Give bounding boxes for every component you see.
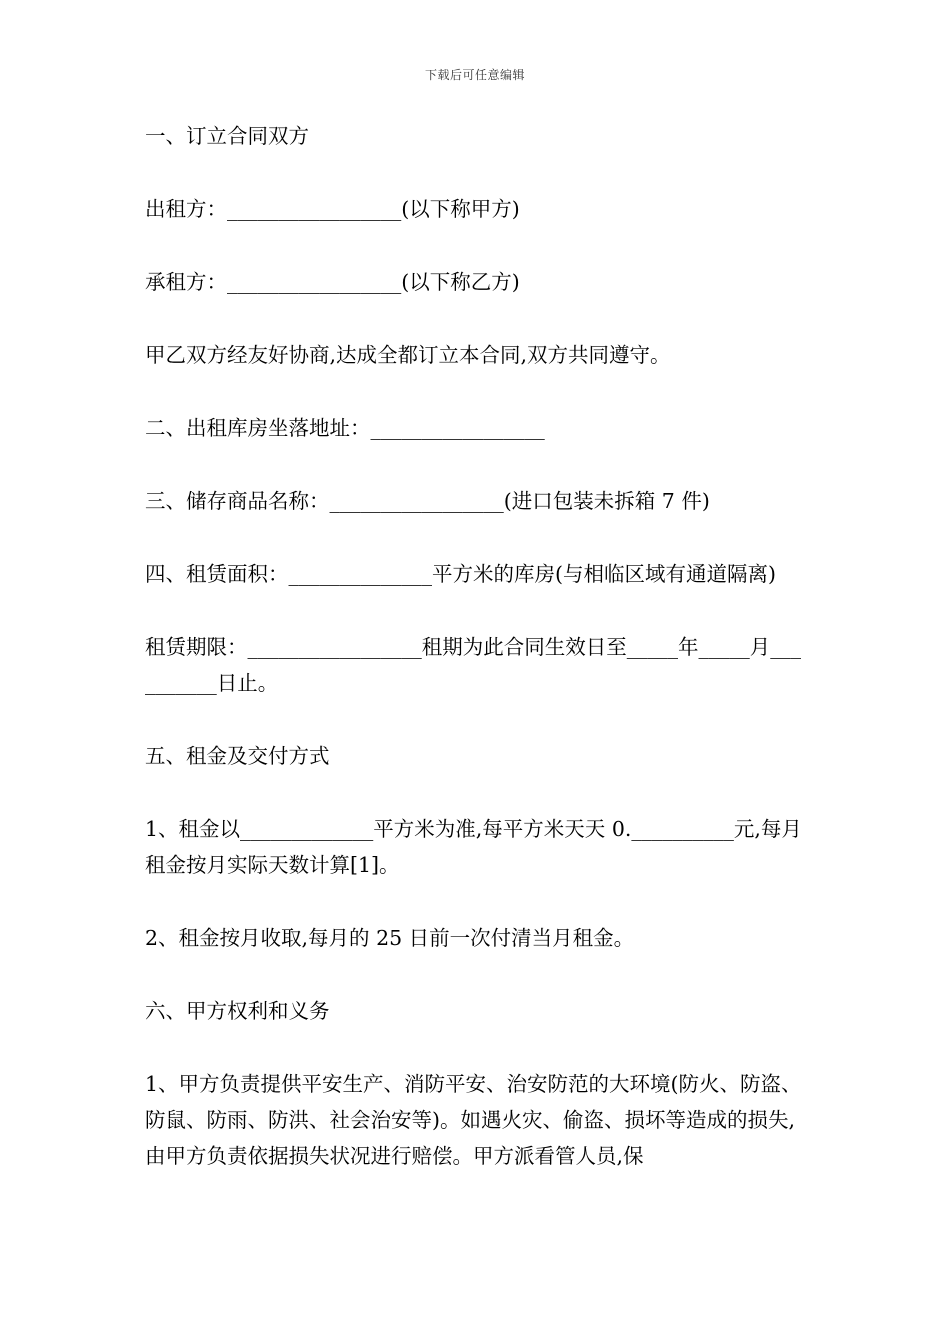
- section-heading-goods: 三、储存商品名称：_________________(进口包装未拆箱 7 件): [145, 489, 710, 513]
- section-heading-lessor-rights: 六、甲方权利和义务: [145, 999, 330, 1023]
- agreement-statement: 甲乙双方经友好协商,达成全都订立本合同,双方共同遵守。: [145, 343, 671, 367]
- lease-term: 租赁期限：_________________租期为此合同生效日至_____年_____月__________日止。: [145, 635, 801, 695]
- section-heading-address: 二、出租库房坐落地址：_________________: [145, 416, 545, 440]
- lessor-line: 出租方：_________________(以下称甲方): [145, 197, 520, 221]
- header-note: 下载后可任意编辑: [424, 68, 525, 82]
- rent-clause-2: 2、租金按月收取,每月的 25 日前一次付清当月租金。: [145, 926, 635, 950]
- rent-clause-1: 1、租金以_____________平方米为准,每平方米天天 0.__________元,每月租金按月实际天数计算[1]。: [145, 817, 802, 877]
- lessee-line: 承租方：_________________(以下称乙方): [145, 270, 520, 294]
- document-body: [145, 118, 810, 1174]
- section-heading-area: 四、租赁面积：______________平方米的库房(与相临区域有通道隔离): [145, 562, 776, 586]
- section-heading-parties: 一、订立合同双方: [145, 124, 309, 148]
- lessor-clause-1: 1、甲方负责提供平安生产、消防平安、治安防范的大环境(防火、防盗、防鼠、防雨、防洪、社会治安等)。如遇火灾、偷盗、损坏等造成的损失,由甲方负责依据损失状况进行赔偿。甲方派看管人员,保: [145, 1072, 802, 1168]
- section-heading-rent: 五、租金及交付方式: [145, 744, 330, 768]
